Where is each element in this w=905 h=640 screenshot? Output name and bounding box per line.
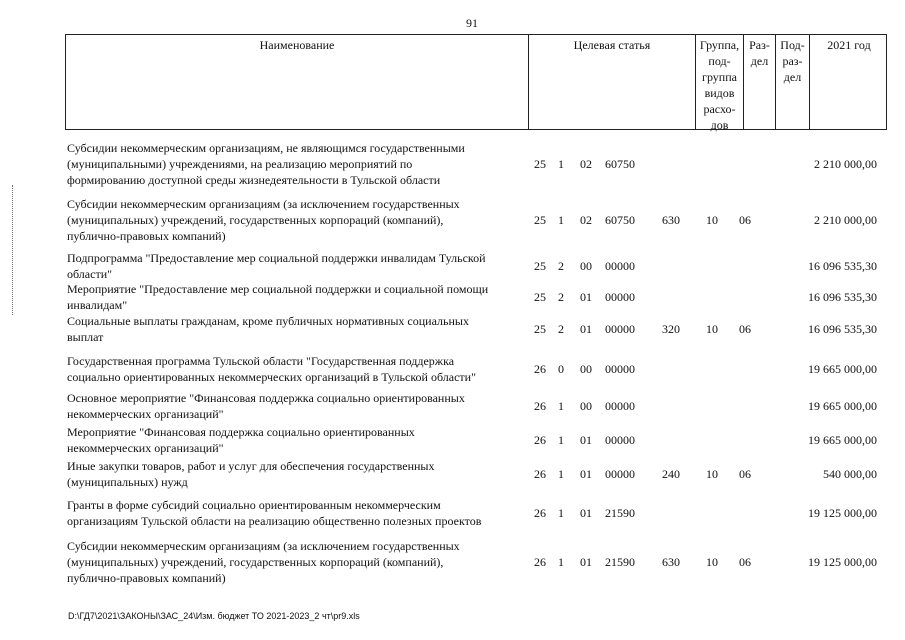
row-name-line: Социальные выплаты гражданам, кроме публичных нормативных социальных [67, 314, 469, 328]
code-program: 25 [534, 213, 546, 227]
code-program: 25 [534, 290, 546, 304]
amount-2021: 19 665 000,00 [808, 399, 877, 413]
code-program: 25 [534, 157, 546, 171]
code-subprogram: 2 [558, 259, 564, 273]
file-path: D:\ГД7\2021\ЗАКОНЫ\ЗАС_24\Изм. бюджет ТО 2021-2023_2 чт\pr9.xls [68, 611, 360, 621]
code-subprogram: 1 [558, 467, 564, 481]
code-direction: 21590 [605, 555, 635, 569]
code-program: 26 [534, 362, 546, 376]
amount-2021: 16 096 535,30 [808, 322, 877, 336]
expense-group: 630 [662, 213, 680, 227]
section-code: 10 [706, 213, 718, 227]
header-subsection-line: раз- [782, 54, 803, 68]
amount-2021: 2 210 000,00 [814, 157, 877, 171]
row-name-line: организациям Тульской области на реализацию общественно полезных проектов [67, 514, 482, 528]
row-name-line: Мероприятие "Предоставление мер социальной поддержки и социальной помощи [67, 282, 489, 296]
row-name-line: Основное мероприятие "Финансовая поддержка социально ориентированных [67, 391, 465, 405]
header-group-line: видов [704, 86, 735, 100]
row-name-line: Субсидии некоммерческим организациям (за исключением государственных [67, 197, 460, 211]
row-name-line: Государственная программа Тульской области "Государственная поддержка [67, 354, 455, 368]
amount-2021: 19 665 000,00 [808, 362, 877, 376]
amount-2021: 19 125 000,00 [808, 555, 877, 569]
section-code: 10 [706, 467, 718, 481]
amount-2021: 540 000,00 [823, 467, 877, 481]
header-subsection [776, 35, 810, 129]
code-program: 26 [534, 467, 546, 481]
row-name-line: некоммерческих организаций" [67, 407, 224, 421]
code-event: 00 [580, 399, 592, 413]
row-name [67, 497, 519, 529]
row-name-line: инвалидам" [67, 298, 128, 312]
row-name-line: (муниципальными) учреждениями, на реализацию мероприятий по [67, 157, 413, 171]
code-direction: 00000 [605, 322, 635, 336]
code-subprogram: 0 [558, 362, 564, 376]
code-event: 01 [580, 506, 592, 520]
code-program: 25 [534, 322, 546, 336]
code-event: 02 [580, 157, 592, 171]
margin-marks [12, 185, 15, 315]
code-direction: 60750 [605, 213, 635, 227]
code-event: 01 [580, 322, 592, 336]
expense-group: 240 [662, 467, 680, 481]
row-name [67, 458, 519, 490]
code-program: 25 [534, 259, 546, 273]
code-direction: 00000 [605, 290, 635, 304]
header-section-line: Раз- [749, 38, 770, 52]
row-name-line: Подпрограмма "Предоставление мер социальной поддержки инвалидам Тульской [67, 251, 486, 265]
header-group-line: расхо- [703, 102, 736, 116]
code-event: 01 [580, 433, 592, 447]
code-event: 02 [580, 213, 592, 227]
row-name [67, 538, 519, 586]
row-name [67, 424, 519, 456]
row-name [67, 196, 519, 244]
row-name-line: (муниципальных) учреждений, государственных корпораций (компаний), [67, 213, 444, 227]
amount-2021: 16 096 535,30 [808, 259, 877, 273]
row-name-line: публично-правовых компаний) [67, 229, 226, 243]
row-name-line: (муниципальных) нужд [67, 475, 188, 489]
header-group-line: под- [708, 54, 731, 68]
amount-2021: 2 210 000,00 [814, 213, 877, 227]
row-name-line: выплат [67, 330, 104, 344]
code-program: 26 [534, 399, 546, 413]
row-name-line: Мероприятие "Финансовая поддержка социально ориентированных [67, 425, 415, 439]
subsection-code: 06 [739, 213, 751, 227]
row-name [67, 281, 519, 313]
header-section-line: дел [750, 54, 769, 68]
code-subprogram: 1 [558, 157, 564, 171]
header-section [744, 35, 776, 129]
header-name: Наименование [66, 35, 529, 129]
code-direction: 00000 [605, 362, 635, 376]
subsection-code: 06 [739, 467, 751, 481]
row-name-line: формированию доступной среды жизнедеятельности в Тульской области [67, 173, 441, 187]
amount-2021: 19 125 000,00 [808, 506, 877, 520]
row-name [67, 390, 519, 422]
expense-group: 320 [662, 322, 680, 336]
code-direction: 00000 [605, 467, 635, 481]
code-subprogram: 2 [558, 290, 564, 304]
row-name-line: Иные закупки товаров, работ и услуг для обеспечения государственных [67, 459, 435, 473]
row-name-line: области" [67, 267, 113, 281]
amount-2021: 19 665 000,00 [808, 433, 877, 447]
subsection-code: 06 [739, 322, 751, 336]
code-direction: 21590 [605, 506, 635, 520]
header-group-line: Группа, [699, 38, 740, 52]
code-direction: 60750 [605, 157, 635, 171]
code-event: 00 [580, 259, 592, 273]
row-name-line: Субсидии некоммерческим организациям (за исключением государственных [67, 539, 460, 553]
row-name-line: некоммерческих организаций" [67, 441, 224, 455]
code-event: 01 [580, 290, 592, 304]
code-subprogram: 1 [558, 506, 564, 520]
header-group [696, 35, 744, 132]
table-header [65, 34, 887, 130]
page-number: 91 [466, 16, 478, 30]
row-name [67, 353, 519, 385]
code-direction: 00000 [605, 433, 635, 447]
code-subprogram: 1 [558, 399, 564, 413]
code-direction: 00000 [605, 399, 635, 413]
amount-2021: 16 096 535,30 [808, 290, 877, 304]
row-name [67, 140, 519, 188]
code-program: 26 [534, 433, 546, 447]
row-name-line: публично-правовых компаний) [67, 571, 226, 585]
code-event: 01 [580, 467, 592, 481]
header-year: 2021 год [827, 38, 871, 52]
code-subprogram: 2 [558, 322, 564, 336]
code-event: 00 [580, 362, 592, 376]
section-code: 10 [706, 555, 718, 569]
row-name-line: (муниципальных) учреждений, государственных корпораций (компаний), [67, 555, 444, 569]
header-target-article: Целевая статья [529, 35, 696, 129]
section-code: 10 [706, 322, 718, 336]
expense-group: 630 [662, 555, 680, 569]
header-group-line: группа [702, 70, 737, 84]
row-name-line: Субсидии некоммерческим организациям, не являющимся государственными [67, 141, 465, 155]
code-subprogram: 1 [558, 213, 564, 227]
code-subprogram: 1 [558, 433, 564, 447]
code-program: 26 [534, 555, 546, 569]
row-name [67, 313, 519, 345]
subsection-code: 06 [739, 555, 751, 569]
code-direction: 00000 [605, 259, 635, 273]
row-name-line: Гранты в форме субсидий социально ориентированным некоммерческим [67, 498, 441, 512]
code-event: 01 [580, 555, 592, 569]
code-subprogram: 1 [558, 555, 564, 569]
code-program: 26 [534, 506, 546, 520]
row-name-line: социально ориентированных некоммерческих организаций в Тульской области" [67, 370, 476, 384]
header-group-line: дов [710, 118, 729, 132]
row-name [67, 250, 519, 282]
header-subsection-line: Под- [780, 38, 805, 52]
header-subsection-line: дел [783, 70, 802, 84]
